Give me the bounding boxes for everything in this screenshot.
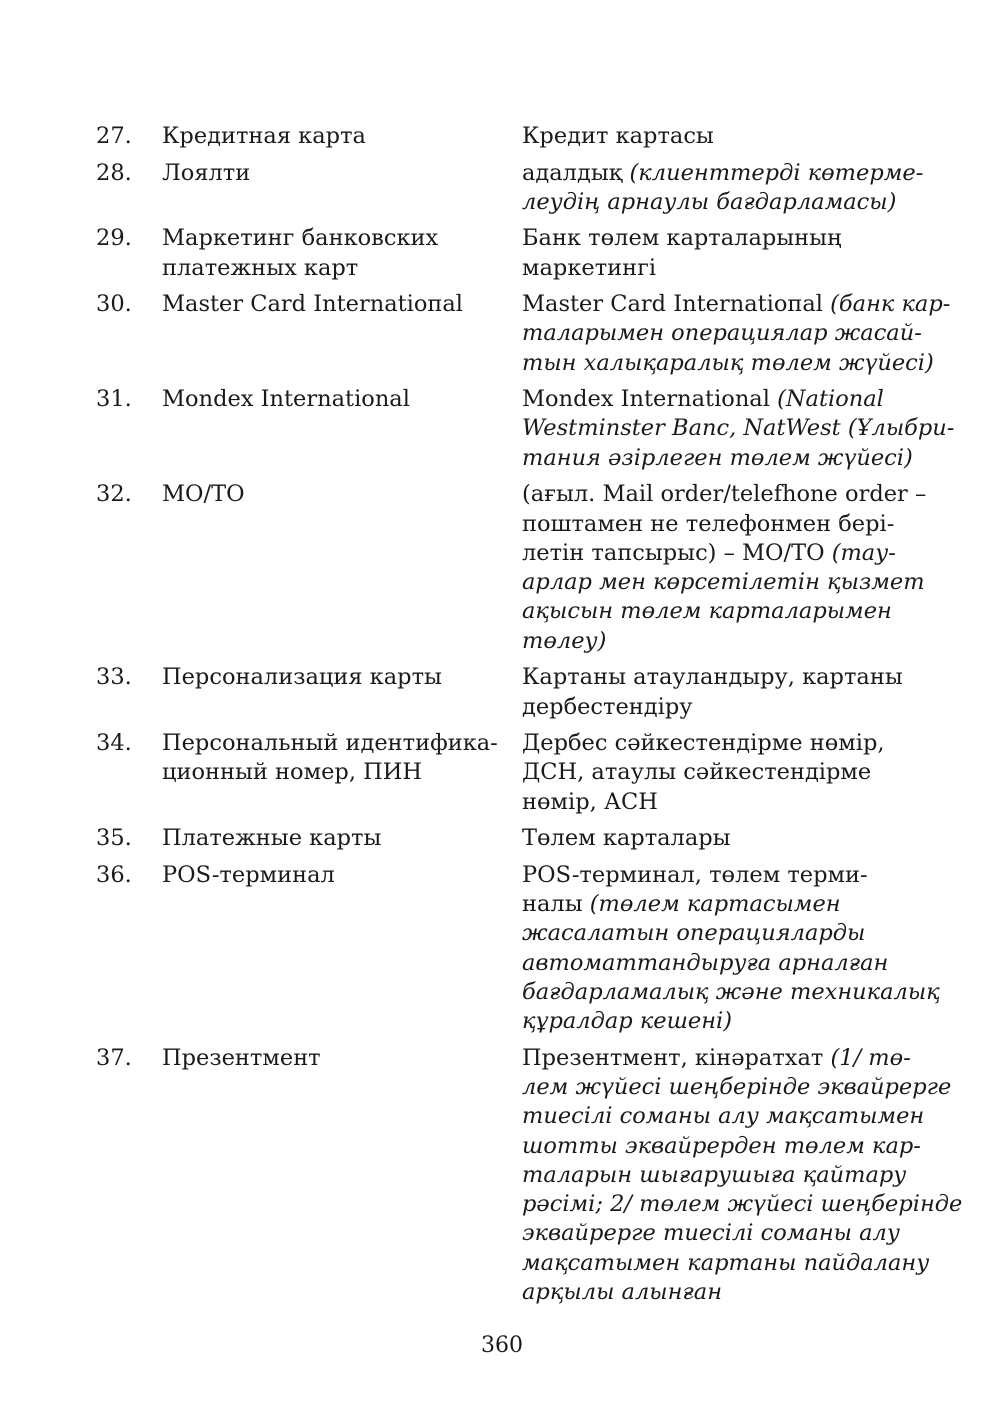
russian-term [162, 861, 512, 890]
kazakh-term-line [522, 919, 916, 948]
kazakh-term-line [522, 159, 924, 188]
kazakh-term-regular: Төлем карталары [522, 825, 731, 852]
russian-term [162, 480, 512, 509]
kazakh-term-italic: тын халықаралық төлем жүйесі) [522, 349, 934, 376]
kazakh-term-regular: ДСН, атаулы сәйкестендірме [522, 759, 872, 786]
entry-number: 36. [96, 861, 132, 888]
kazakh-term-line [522, 1249, 930, 1278]
kazakh-term-line [522, 1278, 916, 1307]
russian-term [162, 159, 512, 188]
russian-term [162, 1044, 512, 1073]
russian-term-line: Презентмент [162, 1044, 321, 1071]
kazakh-term-line [522, 978, 940, 1007]
kazakh-term-line [522, 414, 955, 443]
kazakh-term-italic: (клиенттерді көтерме- [629, 159, 924, 186]
kazakh-term-line [522, 861, 916, 890]
russian-term [162, 663, 512, 692]
kazakh-term-italic: Westminster Banc, NatWest (Ұлыбри- [522, 415, 955, 442]
kazakh-term-regular: Картаны атауландыру, картаны [522, 664, 903, 691]
kazakh-term-line [522, 385, 916, 414]
kazakh-term-italic: эквайрерге тиесілі соманы алу [522, 1220, 900, 1247]
russian-term [162, 122, 512, 151]
russian-term-line: Платежные карты [162, 825, 382, 852]
kazakh-term-line [522, 627, 916, 656]
kazakh-term-italic: рәсімі; 2/ төлем жүйесі шеңберінде [522, 1191, 963, 1218]
kazakh-term-line [522, 788, 916, 817]
kazakh-term-line [522, 188, 916, 217]
kazakh-term-line [522, 1190, 963, 1219]
russian-term-line: Лоялти [162, 159, 251, 186]
russian-term-line: Mondex International [162, 386, 410, 413]
kazakh-term-line [522, 254, 916, 283]
russian-term [162, 290, 512, 319]
kazakh-term-italic: құралдар кешені) [522, 1008, 732, 1035]
kazakh-term-regular: Презентмент, кінәратхат [522, 1044, 831, 1071]
kazakh-term [522, 480, 927, 656]
russian-term-line: Персонализация карты [162, 664, 442, 691]
russian-term-line: МО/ТО [162, 481, 245, 508]
russian-term [162, 385, 512, 414]
kazakh-term-regular: Master Card Internatioпal [522, 291, 831, 318]
kazakh-term-regular: Банк төлем карталарының [522, 225, 842, 252]
kazakh-term-italic: тиесілі соманы алу мақсатымен [522, 1103, 925, 1130]
kazakh-term-italic: леудің арнаулы бағдарламасы) [522, 188, 897, 215]
kazakh-term-regular: (ағыл. Mail order/telefhone order – [522, 481, 927, 508]
kazakh-term-line [522, 290, 951, 319]
kazakh-term-regular: маркетингі [522, 254, 657, 281]
kazakh-term-italic: жасалатын операцияларды [522, 920, 866, 947]
russian-term [162, 824, 512, 853]
kazakh-term-italic: (National [777, 386, 884, 413]
kazakh-term [522, 663, 916, 722]
kazakh-term-regular: дербестендіру [522, 693, 693, 720]
kazakh-term-regular: Кредит картасы [522, 123, 714, 149]
entry-number: 37. [96, 1044, 132, 1071]
kazakh-term-line [522, 758, 916, 787]
kazakh-term-italic: шотты эквайрерден төлем кар- [522, 1132, 921, 1159]
kazakh-term-line [522, 539, 916, 568]
page-number: 360 [481, 1333, 523, 1358]
kazakh-term [522, 385, 955, 473]
kazakh-term-line [522, 597, 916, 626]
kazakh-term-line [522, 480, 927, 509]
russian-term-line: Кредитная карта [162, 123, 366, 149]
kazakh-term-line [522, 1044, 916, 1073]
kazakh-term-italic: лем жүйесі шеңберінде эквайрерге [522, 1073, 952, 1100]
kazakh-term [522, 122, 916, 151]
kazakh-term [522, 824, 916, 853]
kazakh-term-line [522, 1161, 916, 1190]
kazakh-term [522, 1044, 963, 1308]
kazakh-term-italic: арлар мен көрсетілетін қызмет [522, 569, 925, 596]
kazakh-term [522, 224, 916, 283]
kazakh-term-line [522, 1132, 921, 1161]
kazakh-term-line [522, 122, 916, 151]
entry-number: 35. [96, 825, 132, 852]
kazakh-term [522, 159, 924, 218]
kazakh-term-italic: мақсатымен картаны пайдалану [522, 1249, 930, 1276]
kazakh-term-regular: адалдық [522, 159, 630, 186]
russian-term-line: платежных карт [162, 254, 359, 281]
kazakh-term-italic: (банк кар- [830, 291, 951, 318]
kazakh-term-italic: бағдарламалық және техникалық [522, 978, 940, 1005]
kazakh-term-line [522, 1073, 952, 1102]
kazakh-term-regular: поштамен не телефонмен бері- [522, 510, 895, 537]
russian-term-line: POS-терминал [162, 861, 335, 888]
kazakh-term-regular: POS-терминал, төлем терми- [522, 861, 868, 888]
kazakh-term-line [522, 663, 916, 692]
entry-number: 31. [96, 386, 132, 413]
russian-term-line: Персональный идентифика- [162, 730, 498, 757]
russian-term [162, 224, 512, 283]
kazakh-term-line [522, 510, 916, 539]
kazakh-term [522, 861, 940, 1037]
kazakh-term-line [522, 568, 925, 597]
kazakh-term-line [522, 1102, 925, 1131]
kazakh-term-regular: летін тапсырыс) – МО/ТО [522, 539, 832, 566]
entry-number: 34. [96, 730, 132, 757]
russian-term-line: ционный номер, ПИН [162, 759, 422, 786]
kazakh-term-line [522, 1007, 916, 1036]
kazakh-term-line [522, 349, 934, 378]
entry-number: 33. [96, 664, 132, 691]
kazakh-term-line [522, 444, 916, 473]
kazakh-term-regular: налы [522, 890, 590, 917]
kazakh-term-line [522, 729, 916, 758]
kazakh-term-regular: Mondex International [522, 386, 778, 413]
kazakh-term-line [522, 949, 916, 978]
kazakh-term [522, 290, 951, 378]
entry-number: 32. [96, 481, 132, 508]
kazakh-term-line [522, 890, 916, 919]
kazakh-term-italic: ақысын төлем карталарымен [522, 598, 892, 625]
entry-number: 29. [96, 225, 132, 252]
russian-term [162, 729, 512, 788]
kazakh-term-italic: автоматтандыруға арналған [522, 949, 889, 976]
entry-number: 30. [96, 291, 132, 318]
kazakh-term-italic: арқылы алынған [522, 1279, 723, 1306]
kazakh-term-line [522, 1219, 916, 1248]
kazakh-term-line [522, 693, 916, 722]
kazakh-term-italic: таларымен операциялар жасай- [522, 320, 922, 347]
kazakh-term-italic: төлеу) [522, 627, 607, 654]
kazakh-term-line [522, 824, 916, 853]
kazakh-term-italic: (1/ тө- [830, 1044, 911, 1071]
entry-number: 28. [96, 159, 132, 186]
kazakh-term-line [522, 224, 916, 253]
kazakh-term-italic: таларын шығарушыға қайтару [522, 1161, 907, 1188]
kazakh-term-italic: тания әзірлеген төлем жүйесі) [522, 444, 913, 471]
kazakh-term-italic: (төлем картасымен [589, 890, 841, 917]
russian-term-line: Маркетинг банковских [162, 225, 439, 252]
kazakh-term-line [522, 319, 922, 348]
kazakh-term-regular: Дербес сәйкестендірме нөмір, [522, 730, 885, 757]
kazakh-term-regular: нөмір, АСН [522, 788, 658, 815]
kazakh-term [522, 729, 916, 817]
russian-term-line: Master Card Internatioпal [162, 291, 463, 318]
entry-number: 27. [96, 123, 132, 149]
kazakh-term-italic: (тау- [831, 539, 896, 566]
